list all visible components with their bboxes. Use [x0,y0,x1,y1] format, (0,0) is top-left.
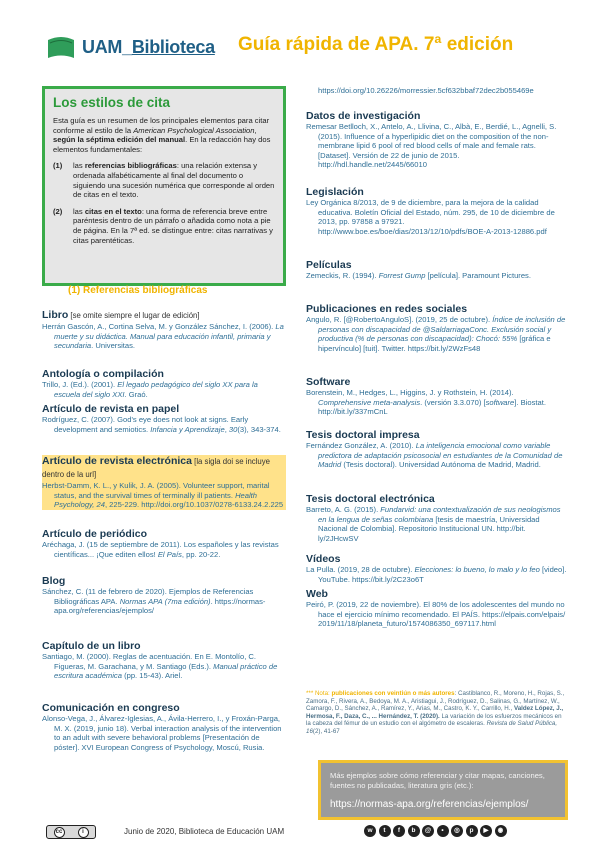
facebook-icon[interactable]: f [393,825,405,837]
footer-credit: Junio de 2020, Biblioteca de Educación UAM [124,827,285,836]
citation-styles-box [42,86,286,286]
intro-paragraph: Esta guía es un resumen de los principales elementos para citar conforme al estilo de la American Psychological Association, según la séptima edición del manual. En la redacción hay dos elementos fundamentales: [53,116,271,154]
section-title: Vídeos [306,553,341,565]
section-title: Capítulo de un libro [42,640,141,652]
section-title: Software [306,376,351,388]
section-tesis-electronica [306,493,568,543]
section-title: Libro [se omite siempre el lugar de edición] [42,309,200,321]
email-icon[interactable]: @ [422,825,434,837]
reference-entry: La Pulla. (2019, 28 de octubre). Elecciones: lo bueno, lo malo y lo feo [video]. YouTube. https://bit.ly/2C23o6T [306,565,567,584]
section-articulo-electronica [42,455,286,510]
section-title: Datos de investigación [306,110,421,122]
section-videos [306,553,568,584]
reference-entry: Angulo, R. [@RobertoAnguloS]. (2019, 25 de octubre). Índice de inclusión de personas con discapacidad de @SaldarriagaConc. Exclusión social y productiva (% de personas con discapacidad): Chocó: 55% [gráfica e hipervínculo] [tuit]. Twitter. https://bit.ly/2WzFs48 [306,315,566,353]
reference-entry: Rodríguez, C. (2007). God's eye does not look at signs. Early development and semiotics. Infancia y Aprendizaje, 30(3), 343-374. [42,415,281,434]
pinterest-icon[interactable]: p [466,825,478,837]
reference-entry: Fernández González, A. (2010). La inteligencia emocional como variable predictora de adaptación psicosocial en estudiantes de la Comunidad de Madrid (Tesis doctoral). Universidad Autónoma de Madrid, Madrid. [306,441,563,469]
more-examples-box [318,760,568,820]
section-title: Comunicación en congreso [42,702,180,714]
cc-icon: cc [54,827,65,838]
page-title: Guía rápida de APA. 7ª edición [238,34,514,55]
section-title: Películas [306,259,352,271]
section-title: Blog [42,575,66,587]
section-redes [306,303,568,353]
section-peliculas [306,259,568,281]
section-blog [42,575,286,616]
flickr-icon[interactable]: • [437,825,449,837]
section-title: Legislación [306,186,364,198]
reference-entry: Barreto, A. G. (2015). Fundarvid: una contextualización de sus neologismos en la lengua de señas colombiana [tesis de maestría, Universidad Nacional de Colombia]. Repositorio Institucional UN. http://bit. ly/2JHcwSV [306,505,561,543]
uam-logo-icon [46,34,76,60]
reference-entry: Alonso-Vega, J., Álvarez-Iglesias, A., Ávila-Herrero, I., y Froxán-Parga, M. X. (2019, junio 18). Verbal interaction analysis of the intervention to an adult with severe behavioral problems [Presentación de póster]. XVI European Congress of Psychology, Moscú, Rusia. [42,714,282,752]
more-examples-link[interactable]: https://normas-apa.org/referencias/ejemplos/ [330,799,529,811]
reference-entry: Borenstein, M., Hedges, L., Higgins, J. y Rothstein, H. (2014). Comprehensive meta-analysis. (versión 3.3.070) [software]. Biostat. http://bit.ly/337mCnL [306,388,546,416]
more-examples-text: Más ejemplos sobre cómo referenciar y citar mapas, canciones, fuentes no publicadas, literatura gris (etc.): [330,771,545,790]
intro-item-citations: (2) las citas en el texto: una forma de referencia breve entre paréntesis dentro de un párrafo o añadida como nota a pie de página. En la 7ª ed. se distingue entre: citas narrativas y citas parentéticas. [53,206,273,245]
reference-entry: https://doi.org/10.26226/morressier.5cf632bbaf72dec2b055469e [318,86,534,95]
twitter-icon[interactable]: t [379,825,391,837]
reference-entry: Ley Orgánica 8/2013, de 9 de diciembre, para la mejora de la calidad educativa. Boletín Oficial del Estado, núm. 295, de 10 de diciembre de 2013, pp. 97858 a 97921. http://www.boe.es/boe/dias/2013/12/10/pdfs/BOE-A-2013-12886.pdf [306,198,555,236]
section-title: Tesis doctoral electrónica [306,493,435,505]
congress-continuation [306,86,568,96]
section-title: Artículo de revista electrónica [la sigla doi se incluye dentro de la url] [42,455,286,481]
page-header [0,0,599,70]
section-title: Artículo de revista en papel [42,403,180,415]
reference-entry: Remesar Betlloch, X., Antelo, A., Llivina, C., Albà, E., Berdié, L., Agnelli, S. (2015). Influence of a hyperlipidic diet on the composition of the non-membrane lipid 6 pool of red blood cells of male and female rats. [Dataset]. Versión de 22 de junio de 2015. http://hdl.handle.net/2445/66010 [306,122,557,169]
youtube-icon[interactable]: ▶ [480,825,492,837]
section-title: Antología o compilación [42,368,164,380]
reference-entry: Herbst-Damm, K. L., y Kulik, J. A. (2005). Volunteer support, marital status, and the survival times of terminally ill patients. Health Psychology, 24, 225-229. http://doi.org/10.1037/0278-6133.24.2.225 [42,481,286,510]
whatsapp-icon[interactable]: w [364,825,376,837]
section-web [306,588,568,629]
reference-entry: Peiró, P. (2019, 22 de noviembre). El 80% de los adolescentes del mundo no hace el ejercicio mínimo recomendado. El PAÍS. https://elpais.com/elpais/2019/11/18/planeta_futuro/1574086350_697117.html [306,600,566,628]
intro-title: Los estilos de cita [53,95,171,110]
reference-entry: Trillo, J. (Ed.). (2001). El legado pedagógico del siglo XX para la escuela del siglo XXI. Graó. [42,380,258,399]
reference-entry: Aréchaga, J. (15 de septiembre de 2011). Los españoles y las revistas científicas... ¡Que editen ellos! El País, pp. 20-22. [42,540,279,559]
creative-commons-icon [46,825,96,839]
reference-entry: Zemeckis, R. (1994). Forrest Gump [película]. Paramount Pictures. [306,271,531,280]
section-periodico [42,528,286,559]
reference-entry: Santiago, M. (2000). Reglas de acentuación. En E. Montolío, C. Figueras, M. Garachana, y M. Santiago (Eds.). Manual práctico de escritura académica (pp. 15-43). Ariel. [42,652,278,680]
section-datos [306,110,568,170]
web-icon[interactable]: ◉ [495,825,507,837]
reference-entry: Sánchez, C. (11 de febrero de 2020). Ejemplos de Referencias Bibliográficas APA. Normas APA (7ma edición). https://normas-apa.org/referencias/ejemplos/ [42,587,266,615]
blog-icon[interactable]: b [408,825,420,837]
intro-item-references: (1) las referencias bibliográficas: una relación extensa y ordenada alfabéticamente al final del documento o siguiendo una sucesión numérica que corresponde al orden de citas en el texto. [53,161,275,200]
reference-entry: Herrán Gascón, A., Cortina Selva, M. y González Sánchez, I. (2006). La muerte y su didáctica. Manual para educación infantil, primaria y secundaria. Universitas. [42,322,284,350]
section-title: Tesis doctoral impresa [306,429,420,441]
section-tesis-impresa [306,429,568,470]
instagram-icon[interactable]: ◎ [451,825,463,837]
library-logo-text[interactable]: UAM_Biblioteca [82,37,215,57]
section-capitulo [42,640,286,681]
attribution-icon: i [78,827,89,838]
section-libro [42,309,286,351]
social-icons [364,825,509,837]
section-title: Publicaciones en redes sociales [306,303,468,315]
section-legislacion [306,186,568,236]
section-title: Web [306,588,328,600]
section-antologia [42,368,286,399]
section-articulo-papel [42,403,286,434]
section-congreso [42,702,286,752]
section-software [306,376,568,417]
references-heading: (1) Referencias bibliográficas [68,285,208,296]
authors-note: *** Nota: publicaciones con veintiún o más autores: Castiblanco, R., Moreno, H., Rojas, S., Zamora, F., Rivera, A., Bedoya, M. A., Aristiagui, J., Rodríguez, D., Salinas, G., Martínez, W., Camargo, D., Sánchez, A., Ramírez, Y., Arias, M., Castro, K. Y., Carrillo, H., Valdez López, J., Hermosa, F., Daza, C., ... Hernández, T. (2020). La variación de los esfuerzos mecánicos en la cabeza del fémur de un estudio con el algómetro de escaleras. Revista de Salud Pública, 16(2), 41-67 [306,690,565,735]
section-title: Artículo de periódico [42,528,148,540]
